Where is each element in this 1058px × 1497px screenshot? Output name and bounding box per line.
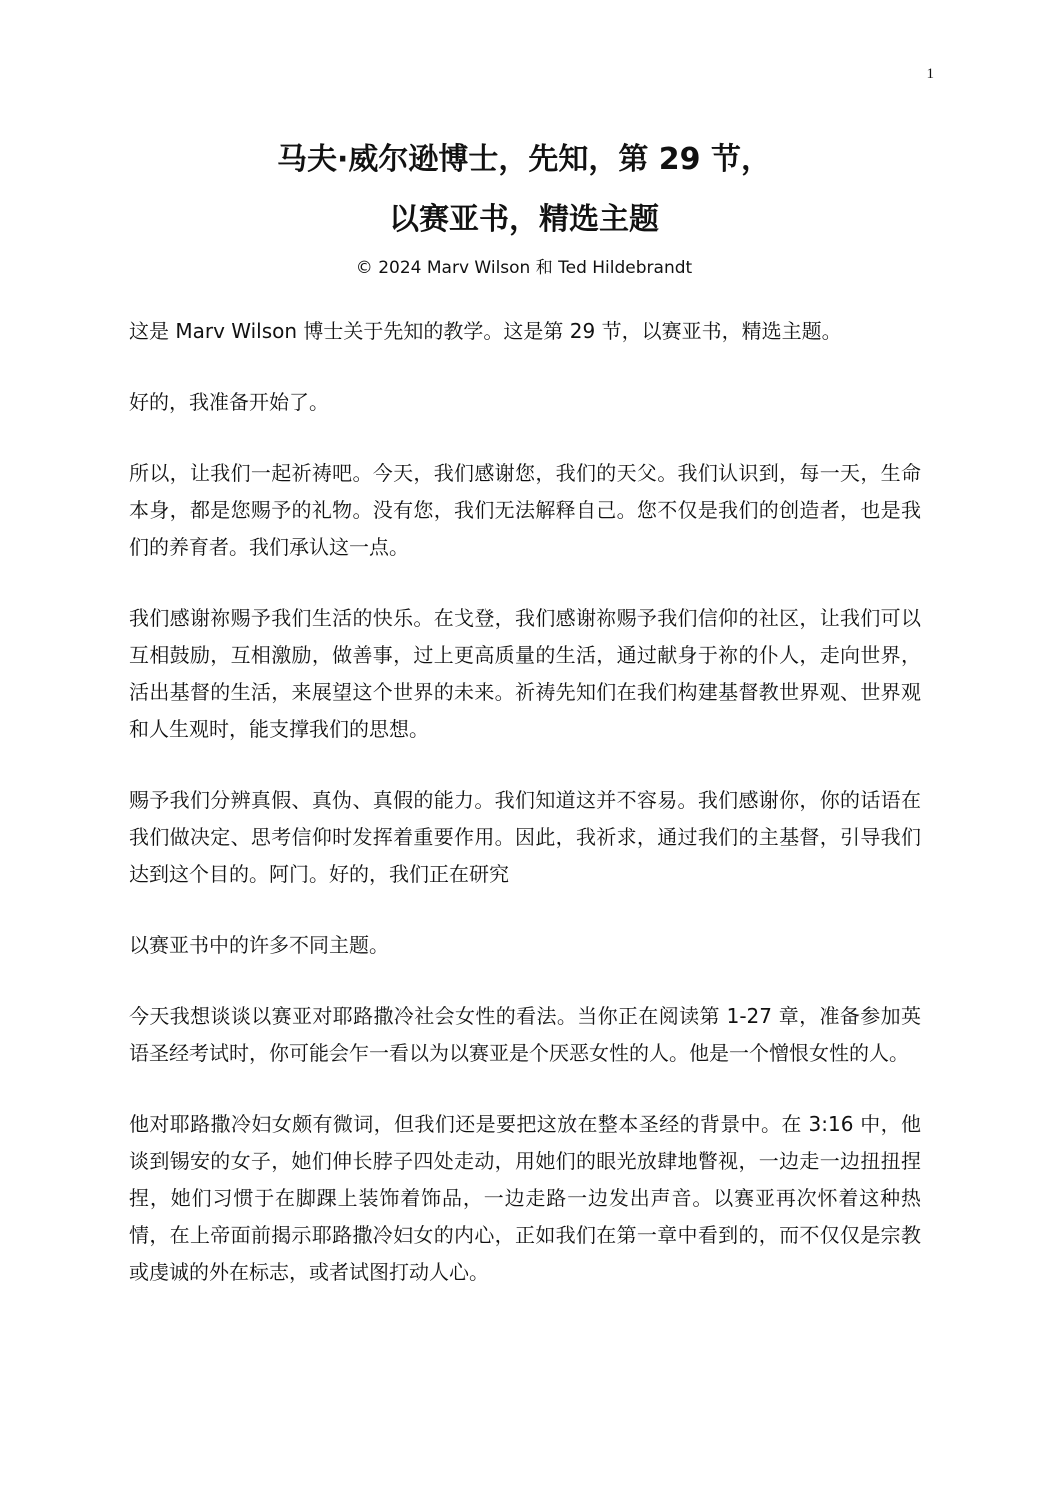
document-title-line-2: 以赛亚书，精选主题 bbox=[389, 202, 659, 237]
paragraph-6: 以赛亚书中的许多不同主题。 bbox=[129, 933, 389, 957]
document-title-line-1: 马夫·威尔逊博士，先知，第 29 节， bbox=[276, 142, 772, 177]
copyright-line: © 2024 Marv Wilson 和 Ted Hildebrandt bbox=[355, 258, 693, 278]
paragraph-1: 这是 Marv Wilson 博士关于先知的教学。这是第 29 节，以赛亚书，精选主题。 bbox=[129, 319, 842, 343]
paragraph-8: 他对耶路撒冷妇女颇有微词，但我们还是要把这放在整本圣经的背景中。在 3:16 中，他谈到锡安的女子，她们伸长脖子四处走动，用她们的眼光放肆地瞥视，一边走一边扭扭捏捏，她们习惯于在脚踝上装饰着饰品，一边走路一边发出声音。以赛亚再次怀着这种热情，在上帝面前揭示耶路撒冷妇女的内心，正如我们在第一章中看到的，而不仅仅是宗教或虔诚的外在标志，或者试图打动人心。 bbox=[129, 1112, 921, 1284]
paragraph-7: 今天我想谈谈以赛亚对耶路撒冷社会女性的看法。当你正在阅读第 1-27 章，准备参加英语圣经考试时，你可能会乍一看以为以赛亚是个厌恶女性的人。他是一个憎恨女性的人。 bbox=[129, 1004, 921, 1065]
paragraph-5: 赐予我们分辨真假、真伪、真假的能力。我们知道这并不容易。我们感谢你，你的话语在我们做决定、思考信仰时发挥着重要作用。因此，我祈求，通过我们的主基督，引导我们达到这个目的。阿门。好的，我们正在研究 bbox=[129, 788, 921, 886]
paragraph-4: 我们感谢祢赐予我们生活的快乐。在戈登，我们感谢祢赐予我们信仰的社区，让我们可以互相鼓励，互相激励，做善事，过上更高质量的生活，通过献身于祢的仆人，走向世界，活出基督的生活，来展望这个世界的未来。祈祷先知们在我们构建基督教世界观、世界观和人生观时，能支撑我们的思想。 bbox=[129, 606, 921, 741]
document-body bbox=[129, 313, 921, 1325]
page-number: 1 bbox=[926, 66, 934, 82]
paragraph-2: 好的，我准备开始了。 bbox=[129, 390, 329, 414]
paragraph-3: 所以，让我们一起祈祷吧。今天，我们感谢您，我们的天父。我们认识到，每一天，生命本身，都是您赐予的礼物。没有您，我们无法解释自己。您不仅是我们的创造者，也是我们的养育者。我们承认这一点。 bbox=[129, 461, 921, 559]
